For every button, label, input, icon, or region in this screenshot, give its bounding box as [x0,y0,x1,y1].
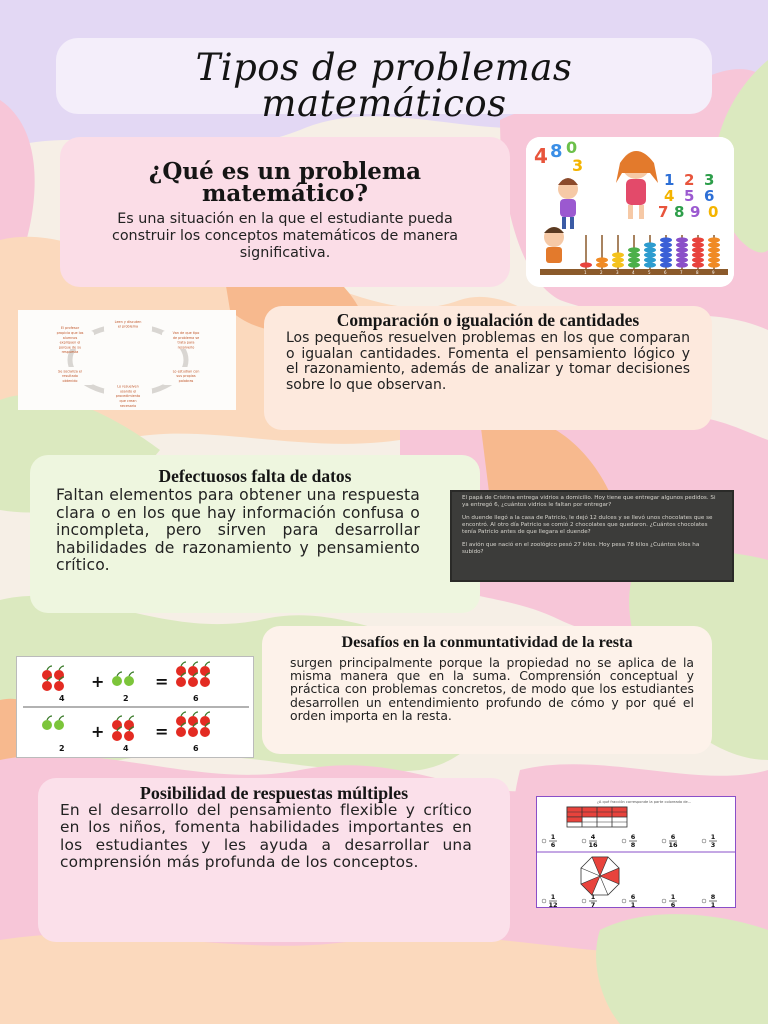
definition-title-line1: ¿Qué es un problema [148,158,422,185]
page-title-line2: matemáticos [261,82,507,125]
abacus-bead [628,257,640,262]
addend-right: 2 [123,694,129,703]
apple-leaf [117,672,122,676]
cycle-diagram [18,310,236,410]
apple-icon [112,676,122,686]
apple-icon [42,681,52,691]
kids-numbers-abacus-illustration [526,137,734,287]
abacus-number: 2 [600,270,603,275]
chalkboard-problem: El papá de Cristina entrega vidrios a domicilio. Hoy tiene que entregar algunos pedidos. Si ya entregó 6, ¿cuántos vidrios le faltan por entregar? [462,495,716,508]
abacus-number: 3 [616,270,619,275]
kid1-leg [570,217,574,229]
apple-leaf [205,712,210,716]
abacus-bead [676,247,688,252]
apple-icon [54,681,64,691]
addend-right: 4 [123,744,129,753]
abacus-bead [644,257,656,262]
apple-leaf [193,662,198,666]
digit-2: 2 [684,171,695,189]
abacus-number: 6 [664,270,667,275]
addend-left: 4 [59,694,65,703]
abacus-bead [692,242,704,247]
fraction-denominator: 1 [710,901,716,908]
apple-leaf [181,662,186,666]
page-title [56,46,712,125]
definition-text: Es una situación en la que el estudiante pueda construir los conceptos matemáticos de manera significativa. [111,211,459,261]
apple-icon [188,666,198,676]
fraction-bar-shape [567,807,627,827]
apple-icon [176,666,186,676]
comparison-text: Los pequeños resuelven problemas en los que comparan o igualan cantidades. Fomenta el pensamiento lógico y el razonamiento, además de analizar y tomar decisiones sobre lo que observan. [286,330,690,393]
fraction-denominator: 12 [548,901,558,908]
apple-leaf [59,716,64,720]
kid2-body [626,179,646,205]
abacus-bead [692,237,704,242]
fraction-numerator: 6 [670,833,676,841]
definition-card [60,137,510,287]
apple-icon [176,677,186,687]
chalkboard-problem: Un duende llegó a la casa de Patricio, le dejó 12 dulces y se llevó unos chocolates que se encontró. Al otro día Patricio se comió 2 chocolates que quedaron. ¿Cuántos chocolates tenía Patricio antes de que llegara el duende? [462,515,713,535]
digit-9: 9 [690,203,701,221]
chalkboard-text [452,492,732,559]
apple-icon [112,720,122,730]
abacus-bead [596,257,608,262]
digit-8: 8 [550,141,563,162]
abacus-bead [644,262,656,267]
abacus-bead [692,252,704,257]
digit-1: 1 [664,171,675,189]
definition-title [60,158,510,207]
apple-leaf [129,672,134,676]
subtraction-title: Desafíos en la conmuntatividad de la resta [341,633,633,651]
addend-left: 2 [59,744,65,753]
abacus-bead [676,257,688,262]
fraction-denominator: 8 [630,841,636,849]
abacus-bead [660,252,672,257]
plus-sign: + [91,672,105,691]
chalkboard-word-problems [450,490,734,582]
equals-sign: = [155,722,169,741]
digit-6: 6 [704,187,715,205]
abacus-bead [612,257,624,262]
multiple-answers-card [38,778,510,942]
apple-icon [124,731,134,741]
abacus-bead [644,242,656,247]
kid3-body [546,247,562,263]
apple-leaf [205,662,210,666]
abacus-number: 5 [648,270,651,275]
apple-icon [200,716,210,726]
plus-sign: + [91,722,105,741]
apple-icon [200,677,210,687]
abacus-bead [660,257,672,262]
fraction-octagon-shape [581,857,619,895]
abacus-bead [676,242,688,247]
subtraction-text: surgen principalmente porque la propiedad no se aplica de la misma manera que en la suma. Comprensión conceptual y práctica con problemas concretos, de modo que los estudiantes desarrollen un entendimiento profundo de cómo y por qué el orden importa en la resta. [290,655,694,723]
abacus-number: 7 [680,270,683,275]
fraction-worksheet-svg [537,797,736,908]
fraction-numerator: 1 [550,833,556,841]
abacus-number: 8 [696,270,699,275]
cycle-step-label: Van de que tipo de problema se trata para resolverlo [172,331,200,350]
apple-icon [176,727,186,737]
abacus-bead [708,252,720,257]
abacus-bead [644,252,656,257]
apple-icon [188,677,198,687]
apple-icon [42,670,52,680]
abacus-bead [708,237,720,242]
kid2-leg [639,205,644,219]
abacus-bead [692,257,704,262]
apple-leaf [47,666,52,670]
digit-3: 3 [704,171,715,189]
abacus-bead [628,252,640,257]
apple-leaf [129,716,134,720]
apple-icon [112,731,122,741]
fraction-numerator: 4 [590,833,596,841]
fraction-numerator: 1 [710,833,716,841]
kid1-body [560,199,576,217]
fraction-denominator: 1 [630,901,636,908]
digit-5: 5 [684,187,695,205]
abacus-bead [660,242,672,247]
digit-0: 0 [708,203,719,221]
abacus-number: 4 [632,270,635,275]
fraction-worksheet [536,796,736,908]
abacus-bead [676,252,688,257]
cycle-step-label: Lo resuelven usando el procedimiento que crean necesario [115,384,141,408]
multiple-answers-text: En el desarrollo del pensamiento flexible y crítico en los niños, fomenta habilidades importantes en los estudiantes y les ayuda a desarrollar una comprensión más profunda de los conceptos. [60,801,472,872]
abacus-bead [628,262,640,267]
fraction-numerator: 1 [670,893,676,901]
equals-sign: = [155,672,169,691]
cycle-step-label: Leen y discuten el problema [114,319,142,329]
multiple-answers-title: Posibilidad de respuestas múltiples [139,783,409,803]
apple-icon [200,666,210,676]
abacus-bead [660,237,672,242]
abacus-bead [708,242,720,247]
apple-icon [42,720,52,730]
fraction-numerator: 1 [590,893,596,901]
digit-8: 8 [674,203,685,221]
definition-title-line2: matemático? [202,180,368,207]
abacus-bead [692,247,704,252]
digit-4: 4 [664,187,675,205]
apple-icon [54,670,64,680]
cycle-diagram-svg [18,310,236,410]
missing-data-text: Faltan elementos para obtener una respuesta clara o en los que hay información confusa o incompleta, pero sirven para desarrollar habilidades de razonamiento y pensamiento crítico. [56,486,420,574]
abacus-bead [596,262,608,267]
fraction-numerator: 1 [550,893,556,901]
fraction-denominator: 16 [668,841,678,849]
apple-icon [200,727,210,737]
apple-icon [124,676,134,686]
kids-illustration-svg [526,137,734,287]
digit-0: 0 [566,138,578,157]
page-title-line1: Tipos de problemas [195,46,573,89]
apple-icon [188,716,198,726]
apple-leaf [47,716,52,720]
kid1-leg [562,217,566,229]
fraction-numerator: 6 [630,893,636,901]
worksheet-question: ¿A qué fracción corresponde la parte coloreada de... [597,800,692,804]
fraction-denominator: 16 [588,841,598,849]
abacus-bead [692,262,704,267]
apples-commutative-addition [16,656,254,758]
digit-3: 3 [572,156,584,175]
apple-leaf [181,712,186,716]
title-card [56,38,712,125]
apple-leaf [59,666,64,670]
abacus-bead [612,252,624,257]
missing-data-title: Defectuosos falta de datos [158,466,352,486]
abacus-bead [644,247,656,252]
fraction-denominator: 6 [550,841,556,849]
apple-icon [124,720,134,730]
abacus-bead [580,262,592,267]
fraction-denominator: 3 [710,841,716,849]
abacus-bead [628,247,640,252]
abacus-bead [660,262,672,267]
comparison-card [264,306,712,430]
chalkboard-problem: El avión que nació en el zoológico pesó 27 kilos. Hoy pesa 78 kilos ¿Cuántos kilos ha subido? [462,542,700,555]
kid2-leg [628,205,633,219]
apple-icon [54,720,64,730]
apple-leaf [117,716,122,720]
missing-data-card [30,455,480,613]
abacus-bead [708,247,720,252]
cycle-step-label: El profesor propicia que los alumnos expliquen el porque de su respuesta [56,326,84,355]
abacus-number: 9 [712,270,715,275]
apples-svg [17,657,254,758]
sum-result: 6 [193,694,199,703]
cycle-step-label: Lo estudian con sus propias palabras [172,369,200,383]
cycle-step-label: Se socializa el resultado obtenido [58,369,82,383]
fraction-numerator: 6 [630,833,636,841]
fraction-denominator: 7 [590,901,596,908]
abacus-bead [660,247,672,252]
sum-result: 6 [193,744,199,753]
apple-icon [176,716,186,726]
abacus-number: 1 [584,270,587,275]
abacus-bead [708,257,720,262]
fraction-denominator: 6 [670,901,676,908]
comparison-title: Comparación o igualación de cantidades [336,310,640,330]
apple-icon [188,727,198,737]
fraction-numerator: 8 [710,893,716,901]
abacus-bead [676,262,688,267]
apple-leaf [193,712,198,716]
digit-4: 4 [534,144,548,168]
abacus-bead [612,262,624,267]
abacus-bead [708,262,720,267]
digit-7: 7 [658,203,669,221]
abacus-bead [676,237,688,242]
subtraction-card [262,626,712,754]
